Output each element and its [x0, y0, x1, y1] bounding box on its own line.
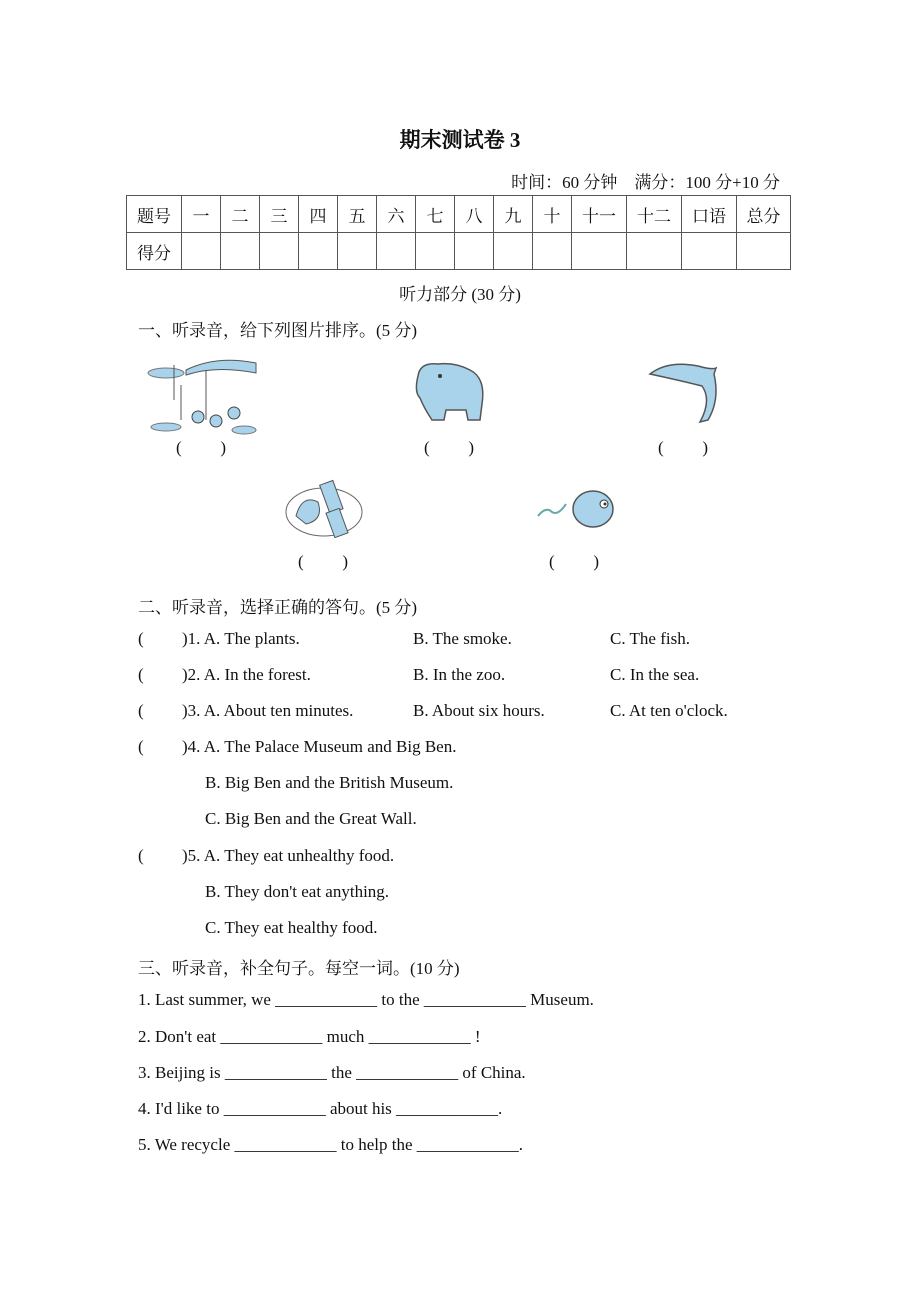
answer-paren[interactable]: ( — [138, 665, 144, 684]
fill-in-sentence[interactable]: 3. Beijing is ____________ the ____________ of China. — [138, 1063, 526, 1082]
answer-paren[interactable]: ( — [138, 629, 144, 648]
question-option-c: C. In the sea. — [610, 665, 700, 684]
score-cell[interactable] — [221, 233, 260, 270]
table-cell: 二 — [221, 196, 260, 233]
table-cell: 题号 — [127, 196, 182, 233]
dolphin-picture — [648, 360, 722, 430]
elephant-picture — [410, 358, 490, 426]
question-option-b: B. The smoke. — [413, 629, 512, 648]
table-cell: 十一 — [572, 196, 627, 233]
score-cell[interactable] — [737, 233, 791, 270]
question-option-a: )1. A. The plants. — [182, 629, 300, 648]
table-cell: 总分 — [737, 196, 791, 233]
question-option-c: C. Big Ben and the Great Wall. — [205, 809, 417, 828]
question-option-a: )2. A. In the forest. — [182, 665, 311, 684]
fill-in-sentence[interactable]: 2. Don't eat ____________ much ____________ ! — [138, 1027, 481, 1046]
table-cell: 十 — [533, 196, 572, 233]
score-cell[interactable] — [572, 233, 627, 270]
question-option-c: C. They eat healthy food. — [205, 918, 378, 937]
page-title: 期末测试卷 3 — [399, 128, 521, 152]
question-option-c: C. At ten o'clock. — [610, 701, 728, 720]
table-row — [127, 233, 791, 270]
fill-in-sentence[interactable]: 4. I'd like to ____________ about his ____________. — [138, 1099, 503, 1118]
score-cell[interactable] — [338, 233, 377, 270]
score-cell[interactable] — [299, 233, 338, 270]
score-cell[interactable] — [682, 233, 737, 270]
tadpole-picture — [536, 486, 616, 532]
fill-in-sentence[interactable]: 5. We recycle ____________ to help the ____________. — [138, 1135, 523, 1154]
question-option-a: )3. A. About ten minutes. — [182, 701, 354, 720]
table-cell: 三 — [260, 196, 299, 233]
planting-trees-picture — [146, 355, 258, 437]
answer-blank[interactable]: ( ) — [176, 438, 226, 457]
question-option-c: C. The fish. — [610, 629, 690, 648]
listening-header: 听力部分 (30 分) — [399, 285, 521, 304]
question-option-a: )5. A. They eat unhealthy food. — [182, 846, 395, 865]
vegetables-plate-picture — [284, 476, 366, 538]
question-option-a: )4. A. The Palace Museum and Big Ben. — [182, 737, 457, 756]
table-row — [127, 196, 791, 233]
table-cell: 七 — [416, 196, 455, 233]
score-cell[interactable] — [494, 233, 533, 270]
question-option-b: B. In the zoo. — [413, 665, 506, 684]
section-1-heading: 一、听录音，给下列图片排序。(5 分) — [138, 321, 418, 340]
table-cell: 六 — [377, 196, 416, 233]
table-cell: 九 — [494, 196, 533, 233]
table-cell: 十二 — [627, 196, 682, 233]
section-2-heading: 二、听录音，选择正确的答句。(5 分) — [138, 598, 418, 617]
table-cell: 得分 — [127, 233, 182, 270]
question-option-b: B. They don't eat anything. — [205, 882, 390, 901]
question-option-b: B. Big Ben and the British Museum. — [205, 773, 454, 792]
score-cell[interactable] — [260, 233, 299, 270]
table-cell: 一 — [182, 196, 221, 233]
score-cell[interactable] — [455, 233, 494, 270]
question-option-b: B. About six hours. — [413, 701, 545, 720]
fill-in-sentence[interactable]: 1. Last summer, we ____________ to the ____________ Museum. — [138, 990, 594, 1009]
table-cell: 八 — [455, 196, 494, 233]
answer-blank[interactable]: ( ) — [298, 552, 348, 571]
score-cell[interactable] — [533, 233, 572, 270]
section-3-heading: 三、听录音，补全句子。每空一词。(10 分) — [138, 959, 460, 978]
answer-paren[interactable]: ( — [138, 701, 144, 720]
score-cell[interactable] — [182, 233, 221, 270]
score-cell[interactable] — [416, 233, 455, 270]
score-cell[interactable] — [377, 233, 416, 270]
answer-paren[interactable]: ( — [138, 846, 144, 865]
table-cell: 五 — [338, 196, 377, 233]
answer-blank[interactable]: ( ) — [549, 552, 599, 571]
score-table — [126, 195, 791, 270]
exam-meta: 时间：60 分钟 满分：100 分+10 分 — [511, 173, 780, 192]
answer-blank[interactable]: ( ) — [424, 438, 474, 457]
score-cell[interactable] — [627, 233, 682, 270]
table-cell: 口语 — [682, 196, 737, 233]
answer-paren[interactable]: ( — [138, 737, 144, 756]
table-cell: 四 — [299, 196, 338, 233]
answer-blank[interactable]: ( ) — [658, 438, 708, 457]
